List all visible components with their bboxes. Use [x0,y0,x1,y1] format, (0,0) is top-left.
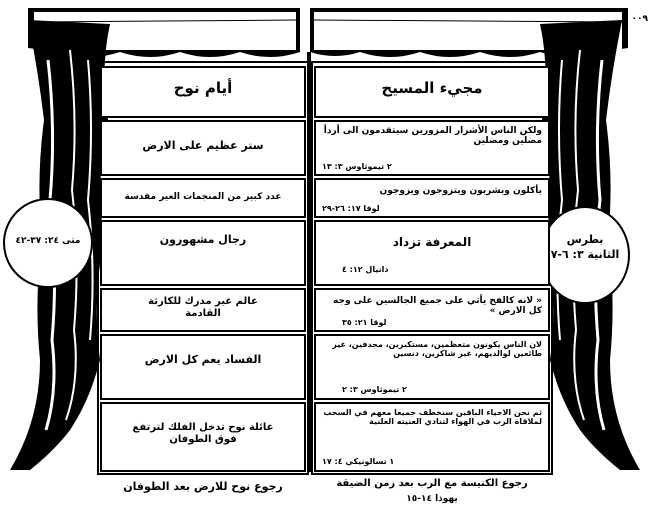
right-row-3-text: المعرفة تزداد [392,235,472,249]
left-side-reference: متى ٢٤: ٣٧-٤٢ [15,236,81,246]
right-row-4-ref: لوقا ٢١: ٣٥ [342,317,387,327]
bottom-caption-right: رجوع الكنيسة مع الرب بعد زمن الضيقة [336,478,528,489]
right-row-6 [314,402,550,472]
left-column-header: أيام نوح [100,66,306,118]
left-row-2: عدد كبير من المنجمات الغير مقدسة [100,178,306,218]
right-row-6-text: ثم نحن الاحياء الباقين سنخطف جميعا معهم في السحب لملاقاة الرب في الهواء لتنادي العنيته العلنية [323,408,542,427]
right-row-6-ref: ١ تسالونيكي ٤: ١٧ [322,456,395,466]
right-row-1 [314,120,550,176]
right-row-3-ref: دانيال ١٢: ٤ [342,264,389,274]
right-row-2 [314,178,550,218]
right-row-5 [314,334,550,400]
left-row-6: عائلة نوح تدخل الفلك لترتفع فوق الطوفان [100,402,306,472]
left-row-5: الفساد يعم كل الارض [100,334,306,400]
left-row-4: عالم غير مدرك للكارثة القادمة [100,288,306,332]
bottom-caption-left: رجوع نوح للارض بعد الطوفان [123,480,283,493]
right-row-2-text: يأكلون ويشربون ويتزوجون ويزوجون [379,186,542,196]
right-column-header: مجيء المسيح [314,66,550,118]
page-number: ۰۰۹ [631,14,648,24]
right-row-5-ref: ٢ تيموثاوس ٣: ٢ [342,384,407,394]
right-row-4 [314,288,550,332]
left-row-1: ستر عظيم على الارض [100,120,306,176]
bottom-caption-right-ref: يهوذا ١٤-١٥ [406,494,458,504]
right-row-1-ref: ٢ تيموثاوس ٣: ١٣ [322,161,392,171]
right-row-4-text: « لانه كالفخ يأتي على جميع الجالسين على وجه كل الارض » [333,296,542,317]
left-row-3: رجال مشهورون [100,220,306,286]
right-row-1-text: ولكن الناس الأشرار المزورين سيتقدمون الى أردأ مضلين ومضلين [323,126,542,147]
right-side-reference: بطرس الثانية ٣: ٦-٧ [550,233,620,262]
right-row-2-ref: لوقا ١٧: ٢٦-٢٩ [322,203,380,213]
right-row-5-text: لان الناس يكونون متعظمين، مستكبرين، مجدفين، غير طائعين لوالديهم، غير شاكرين، دنسين [332,340,542,359]
right-row-3 [314,220,550,286]
